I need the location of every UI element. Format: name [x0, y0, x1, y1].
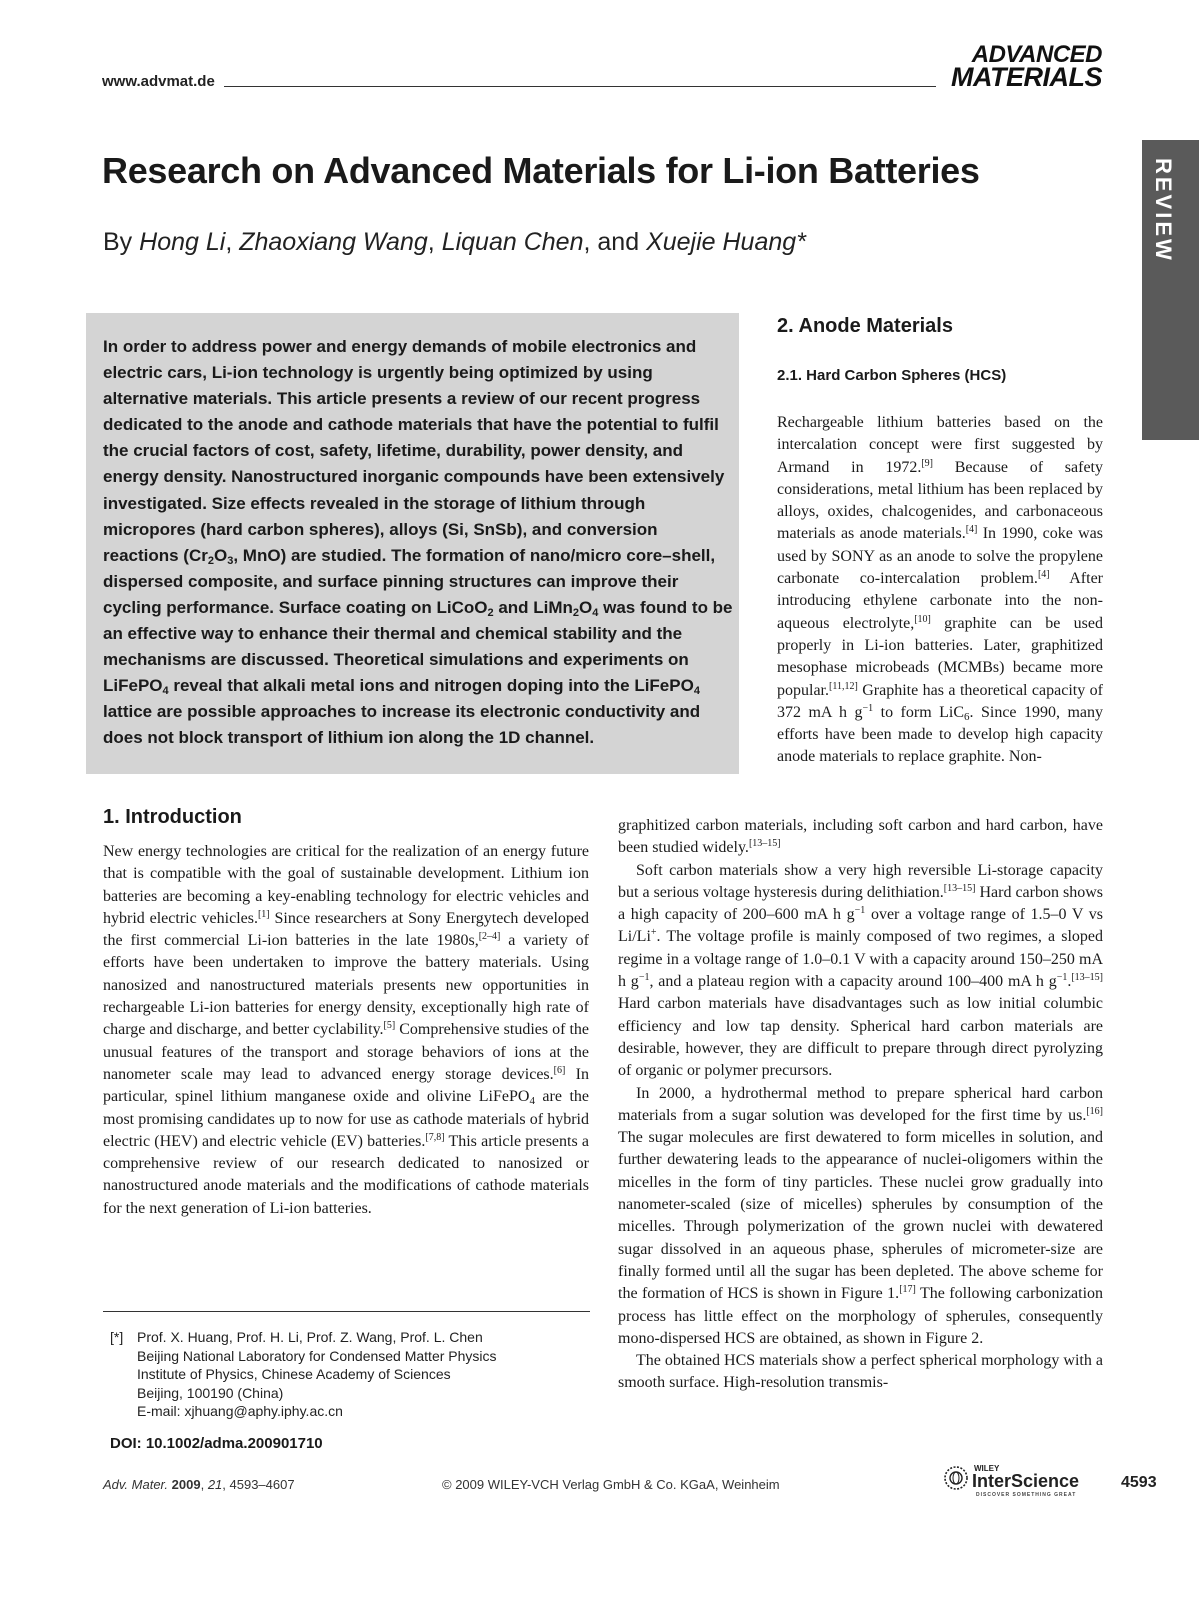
reference-link[interactable]: [13–15] [1071, 972, 1104, 984]
footer-copyright: © 2009 WILEY-VCH Verlag GmbH & Co. KGaA, Weinheim [442, 1477, 780, 1492]
anode-paragraphs-wide [618, 815, 1103, 1395]
interscience-logo [942, 1460, 1102, 1500]
logo-line-2: MATERIALS [951, 62, 1102, 92]
author-name: Liquan Chen [441, 228, 584, 256]
reference-link[interactable]: [7,8] [425, 1131, 445, 1143]
corresponding-mark: * [796, 228, 806, 256]
footnote-line: Beijing National Laboratory for Condensed Matter Physics [137, 1347, 497, 1364]
soft-carbon-paragraph: Soft carbon materials show a very high reversible Li-storage capacity but a serious voltage hysteresis during delithiation.[13–15] Hard carbon shows a high capacity of 200–600 mA h $g^{-1}$ over a voltage range of 1.5–0 V vs Li/Li+. The voltage profile is mainly composed of two regimes, a sloped regime in a voltage range of 1.0–0.1 V with a capacity around 150–250 mA h $g^{-1}$, and a plateau region with a capacity around 100–400 mA h $g^{-1}.[13-15]$ Hard carbon materials have disadvantages such as low initial columbic efficiency and low tap density. Spherical hard carbon materials are desirable, however, they are difficult to prepare through direct pyrolyzing of organic or polymer precursors. [618, 861, 1104, 1080]
reference-link[interactable]: [2–4] [478, 931, 501, 943]
doi[interactable]: DOI: 10.1002/adma.200901710 [110, 1435, 323, 1452]
author-name: Xuejie Huang [646, 228, 797, 256]
author-and: and [597, 228, 640, 256]
publisher-top: WILEY [974, 1464, 1000, 1473]
article-title: Research on Advanced Materials for Li-ion Batteries [102, 150, 980, 191]
reference-link[interactable]: [13–15] [748, 838, 781, 850]
reference-link[interactable]: [17] [899, 1284, 916, 1296]
section-heading-introduction: 1. Introduction [103, 806, 242, 828]
footnote-email[interactable]: E-mail: xjhuang@aphy.iphy.ac.cn [137, 1403, 343, 1420]
reference-link[interactable]: [9] [921, 457, 933, 469]
author-footnote [110, 1328, 590, 1421]
globe-icon [945, 1467, 967, 1489]
footnote-rule [103, 1311, 590, 1312]
footnote-line: Institute of Physics, Chinese Academy of Sciences [137, 1366, 451, 1383]
publisher-name: InterScience [972, 1471, 1080, 1491]
abstract-text: In order to address power and energy demands of mobile electronics and electric cars, Li-ion technology is urgently being optimized by using alternative materials. This article presents a review of our recent progress dedicated to the anode and cathode materials that have the potential to fulfil the crucial factors of cost, safety, lifetime, durability, power density, and energy density. Nanostructured inorganic compounds have been extensively investigated. Size effects revealed in the storage of lithium through micropores (hard carbon spheres), alloys (Si, SnSb), and conversion reactions ($Cr_2O_3$, MnO) are studied. The formation of nano/micro core–shell, dispersed composite, and surface pinning structures can improve their cycling performance. Surface coating on LiCoO$_2$ and $LiMn_2O_4$ was found to be an effective way to enhance their thermal and chemical stability and the mechanisms are discussed. Theoretical simulations and experiments on LiFePO$_4$ reveal that alkali metal ions and nitrogen doping into the LiFePO$_4$ lattice are possible approaches to increase its electronic conductivity and does not block transport of lithium ion along the 1D channel. [103, 337, 733, 748]
footnote-line: Prof. X. Huang, Prof. H. Li, Prof. Z. Wang, Prof. L. Chen [137, 1329, 483, 1345]
reference-link[interactable]: [1] [257, 908, 270, 920]
hydrothermal-paragraph: In 2000, a hydrothermal method to prepare spherical hard carbon materials from a sugar solution was developed for the first time by us.[16] The sugar molecules are first dewatered to form micelles in solution, and further dewatering leads to the appearance of nuclei-oligomers within the micelles in the form of tiny particles. These nuclei grow gradually into nanometer-scaled (size of micelles) spherules by consumption of the micelles. Through polymerization of the grown nuclei with dewatered sugar dissolved in an aqueous phase, spherules of micrometer-size are finally formed until all the sugar has been depleted. The above scheme for the formation of HCS is shown in Figure 1.[17] The following carbonization process has little effect on the morphology of spherules, consequently mono-dispersed HCS are obtained, as shown in Figure 2. [618, 1084, 1104, 1347]
reference-link[interactable]: [11,12] [829, 680, 858, 692]
section-tab-label: REVIEW [1151, 158, 1176, 263]
author-line: By Hong Li, Zhaoxiang Wang, Liquan Chen, and Xuejie Huang* [103, 228, 806, 256]
section-heading-anode: 2. Anode Materials [777, 315, 953, 337]
reference-link[interactable]: [16] [1086, 1105, 1103, 1117]
footer-citation: Adv. Mater. 2009, 21, 4593–4607 [103, 1477, 295, 1492]
page-number: 4593 [1121, 1474, 1157, 1491]
reference-link[interactable]: [10] [914, 613, 931, 625]
footnote-mark: [*] [110, 1329, 124, 1345]
logo-line-1: ADVANCED [971, 41, 1102, 68]
subsection-heading-hcs: 2.1. Hard Carbon Spheres (HCS) [777, 367, 1007, 384]
journal-logo [940, 41, 1102, 92]
header-rule [224, 86, 936, 87]
author-name: Zhaoxiang Wang [239, 228, 428, 256]
anode-paragraph: Rechargeable lithium batteries based on the intercalation concept were first suggested by Armand in 1972.[9] Because of safety considerations, metal lithium has been replaced by alloys, oxides, chalcogenides, and carbonaceous materials as anode materials.[4] In 1990, coke was used by SONY as an anode to solve the propylene carbonate co-intercalation problem.[4] After introducing ethylene carbonate into the non-aqueous electrolyte,[10] graphite can be used properly in Li-ion batteries. Later, graphitized mesophase microbeads (MCMBs) became more popular.[11,12] Graphite has a theoretical capacity of 372 mA h $g^{-1}$ to form LiC$_6$. Since 1990, many efforts have been made to develop high capacity anode materials to replace graphite. Non- [777, 414, 1104, 766]
section-tab [1142, 140, 1199, 440]
anode-paragraph-continued: graphitized carbon materials, including soft carbon and hard carbon, have been studied widely.[13–15] [618, 817, 1103, 857]
hcs-morphology-paragraph: The obtained HCS materials show a perfect spherical morphology with a smooth surface. High-resolution transmis- [618, 1352, 1103, 1392]
publisher-tagline: DISCOVER SOMETHING GREAT [976, 1492, 1077, 1498]
reference-link[interactable]: [4] [1037, 569, 1050, 581]
reference-link[interactable]: [5] [383, 1020, 396, 1032]
reference-link[interactable]: [13–15] [943, 882, 976, 894]
author-name: Hong Li [139, 228, 226, 256]
author-prefix: By [103, 228, 133, 256]
footnote-line: Beijing, 100190 (China) [137, 1384, 284, 1401]
reference-link[interactable]: [4] [965, 524, 978, 536]
site-url[interactable]: www.advmat.de [102, 73, 215, 90]
introduction-paragraph: New energy technologies are critical for the realization of an energy future that is compatible with the goal of sustainable development. Lithium ion batteries are becoming a key-enabling technology for electric vehicles and hybrid electric vehicles.[1] Since researchers at Sony Energytech developed the first commercial Li-ion batteries in the late 1980s,[2–4] a variety of efforts have been undertaken to improve the battery materials. Using nanosized and nanostructured materials presents new opportunities in rechargeable Li-ion batteries for energy density, exceptionally high rate of charge and discharge, and better cyclability.[5] Comprehensive studies of the unusual features of the transport and storage behaviors of ions at the nanometer scale may lead to advanced energy storage devices.[6] In particular, spinel lithium manganese oxide and olivine LiFePO$_4$ are the most promising candidates up to now for use as cathode materials of hybrid electric (HEV) and electric vehicle (EV) batteries.[7,8] This article presents a comprehensive review of our research dedicated to nanosized or nanostructured anode materials and the modifications of cathode materials for the next generation of Li-ion batteries. [103, 843, 590, 1217]
reference-link[interactable]: [6] [553, 1064, 566, 1076]
